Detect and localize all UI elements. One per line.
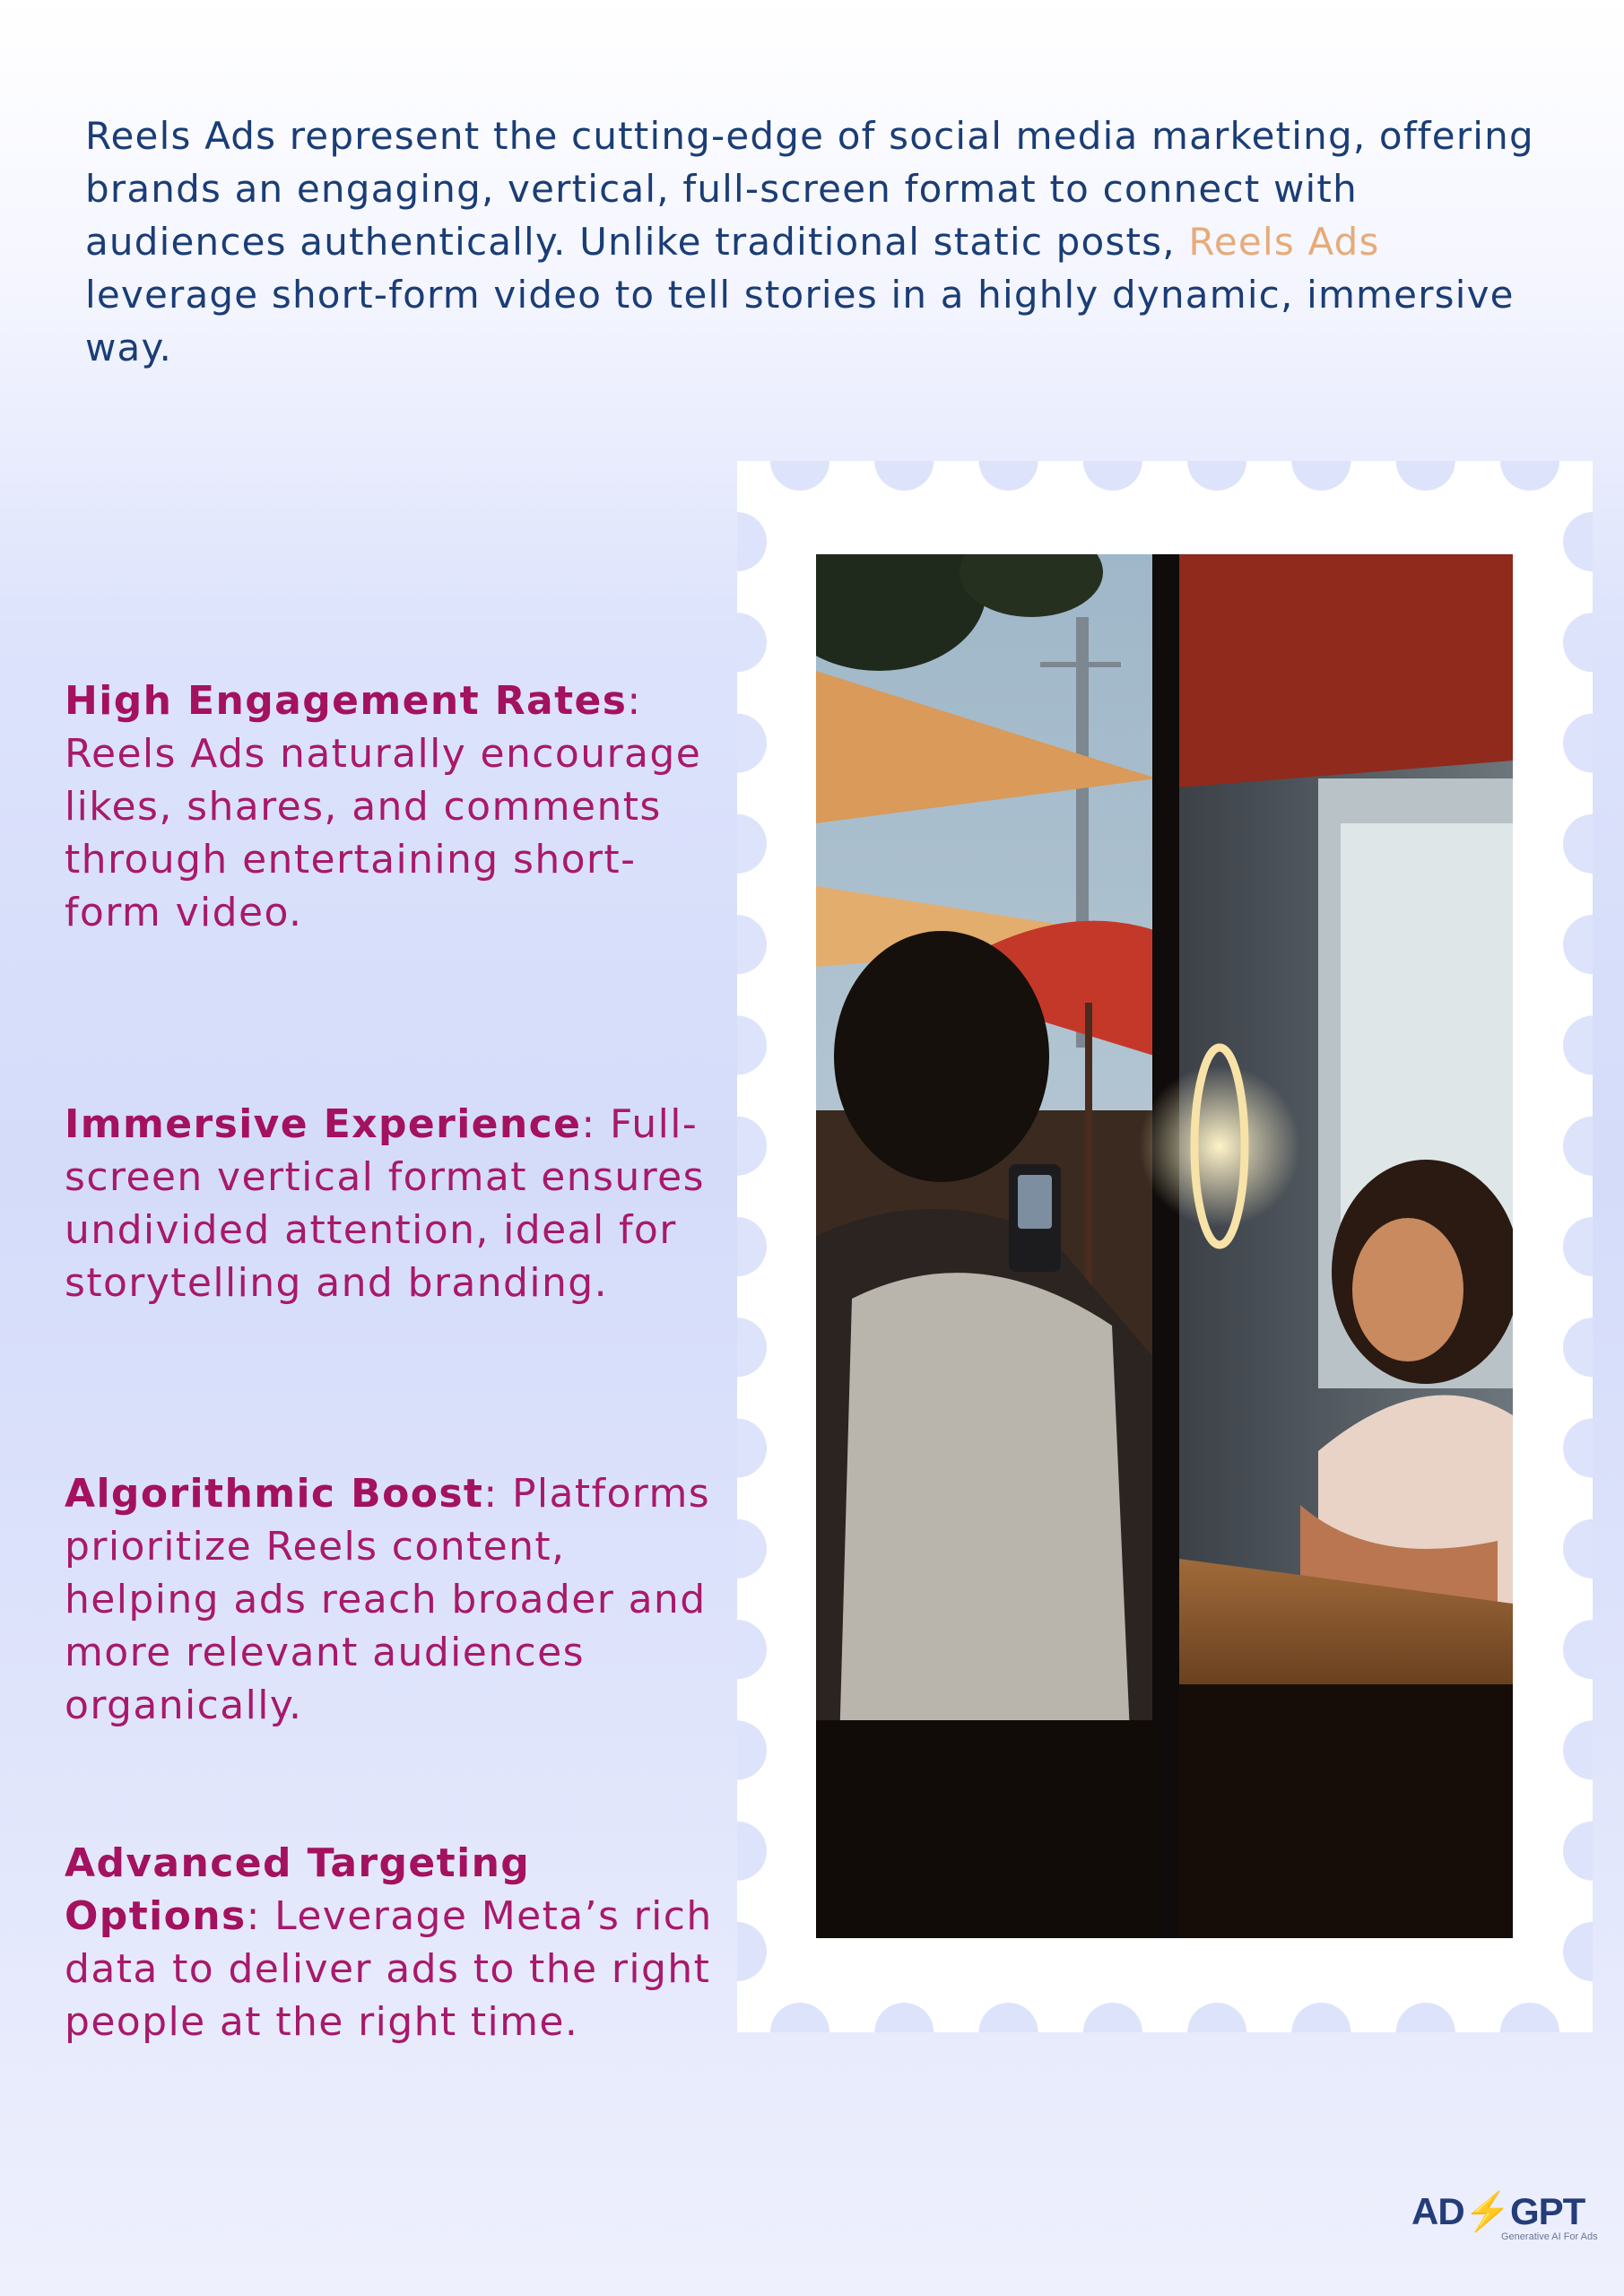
stamp-scallop <box>1500 461 1559 491</box>
intro-text-start: Reels Ads represent the cutting-edge of social media marketing, offering brands an engaging, vertical, full-screen format to connect with audiences authentically. Unlike traditional static posts, <box>85 114 1534 264</box>
stamp-scallop <box>1187 461 1246 491</box>
stamp-scallop <box>737 1620 767 1679</box>
logo-text-ad: AD <box>1411 2190 1464 2232</box>
feature-item <box>65 1467 719 1732</box>
stamp-scallop <box>1563 512 1593 571</box>
stamp-scallop <box>1187 2003 1246 2032</box>
cafe-scene-illustration <box>816 554 1513 1938</box>
feature-description: Reels Ads naturally encourage likes, shares, and comments through entertaining short-form video. <box>65 731 702 935</box>
stamp-scallop <box>1396 2003 1455 2032</box>
feature-description: Full-screen vertical format ensures undivided attention, ideal for storytelling and branding. <box>65 1101 705 1306</box>
stamp-scallop <box>1563 1015 1593 1074</box>
stamp-scallop <box>737 1015 767 1074</box>
stamp-scallop <box>737 1519 767 1578</box>
stamp-scallop <box>770 461 829 491</box>
stamp-scallop <box>737 1922 767 1981</box>
stamp-scallop <box>1563 1620 1593 1679</box>
stamp-scallop <box>737 1419 767 1478</box>
stamp-scallop <box>979 461 1038 491</box>
feature-term: Immersive Experience <box>65 1101 582 1147</box>
stamp-scallop <box>1563 1419 1593 1478</box>
stamp-scallop <box>1083 461 1142 491</box>
intro-text-end: leverage short-form video to tell stories in a highly dynamic, immersive way. <box>85 273 1515 370</box>
feature-term: Advanced Targeting Options <box>65 1840 531 1939</box>
feature-separator: : <box>246 1893 261 1939</box>
stamp-scallop <box>1500 2003 1559 2032</box>
feature-separator: : <box>581 1101 596 1147</box>
stamp-scallop <box>1563 613 1593 672</box>
stamp-scallop <box>1563 814 1593 874</box>
stamp-scallop <box>737 915 767 974</box>
intro-highlight: Reels Ads <box>1188 220 1380 264</box>
stamp-scallop <box>1563 1117 1593 1176</box>
stamp-scallop <box>1563 1318 1593 1377</box>
adgpt-logo <box>1411 2190 1598 2253</box>
stamp-scallop <box>737 613 767 672</box>
stamp-scallop <box>874 2003 934 2032</box>
stamp-scallop <box>1563 1519 1593 1578</box>
intro-paragraph <box>85 109 1556 374</box>
stamp-scallop <box>1563 915 1593 974</box>
stamp-scallop <box>1563 714 1593 773</box>
stamp-scallop <box>737 1217 767 1276</box>
stamp-scallop <box>737 1318 767 1377</box>
stamp-scallop <box>770 2003 829 2032</box>
feature-term: Algorithmic Boost <box>65 1471 484 1517</box>
feature-item <box>65 1098 719 1309</box>
stamp-scallop <box>1291 461 1350 491</box>
lightning-bolt-icon: ⚡ <box>1463 2190 1510 2232</box>
stamp-scallop <box>1083 2003 1142 2032</box>
stamp-scallop <box>737 1117 767 1176</box>
feature-separator: : <box>627 678 642 724</box>
stamp-scallop <box>737 814 767 874</box>
stamp-scallop <box>737 512 767 571</box>
logo-tagline: Generative AI For Ads <box>1501 2231 1598 2242</box>
logo-text-gpt: GPT <box>1509 2190 1585 2232</box>
stamp-scallop <box>737 1822 767 1881</box>
stamp-scallop <box>874 461 934 491</box>
feature-item <box>65 674 719 939</box>
stamp-scallop <box>737 714 767 773</box>
feature-description: Platforms prioritize Reels content, helping ads reach broader and more relevant audiences organically. <box>65 1471 711 1728</box>
stamp-scallop <box>737 1720 767 1779</box>
stamp-scallop <box>1291 2003 1350 2032</box>
stamp-scallop <box>979 2003 1038 2032</box>
stamp-scallop <box>1563 1922 1593 1981</box>
stamp-scallop <box>1563 1217 1593 1276</box>
feature-separator: : <box>483 1471 499 1517</box>
stamp-scallop <box>1396 461 1455 491</box>
feature-item <box>65 1837 719 2048</box>
feature-term: High Engagement Rates <box>65 678 628 724</box>
logo-wordmark <box>1411 2190 1585 2233</box>
cafe-photo <box>816 554 1513 1938</box>
stamp-scallop <box>1563 1822 1593 1881</box>
stamp-scallop <box>1563 1720 1593 1779</box>
feature-description: Leverage Meta’s rich data to deliver ads to the right people at the right time. <box>65 1893 713 2045</box>
